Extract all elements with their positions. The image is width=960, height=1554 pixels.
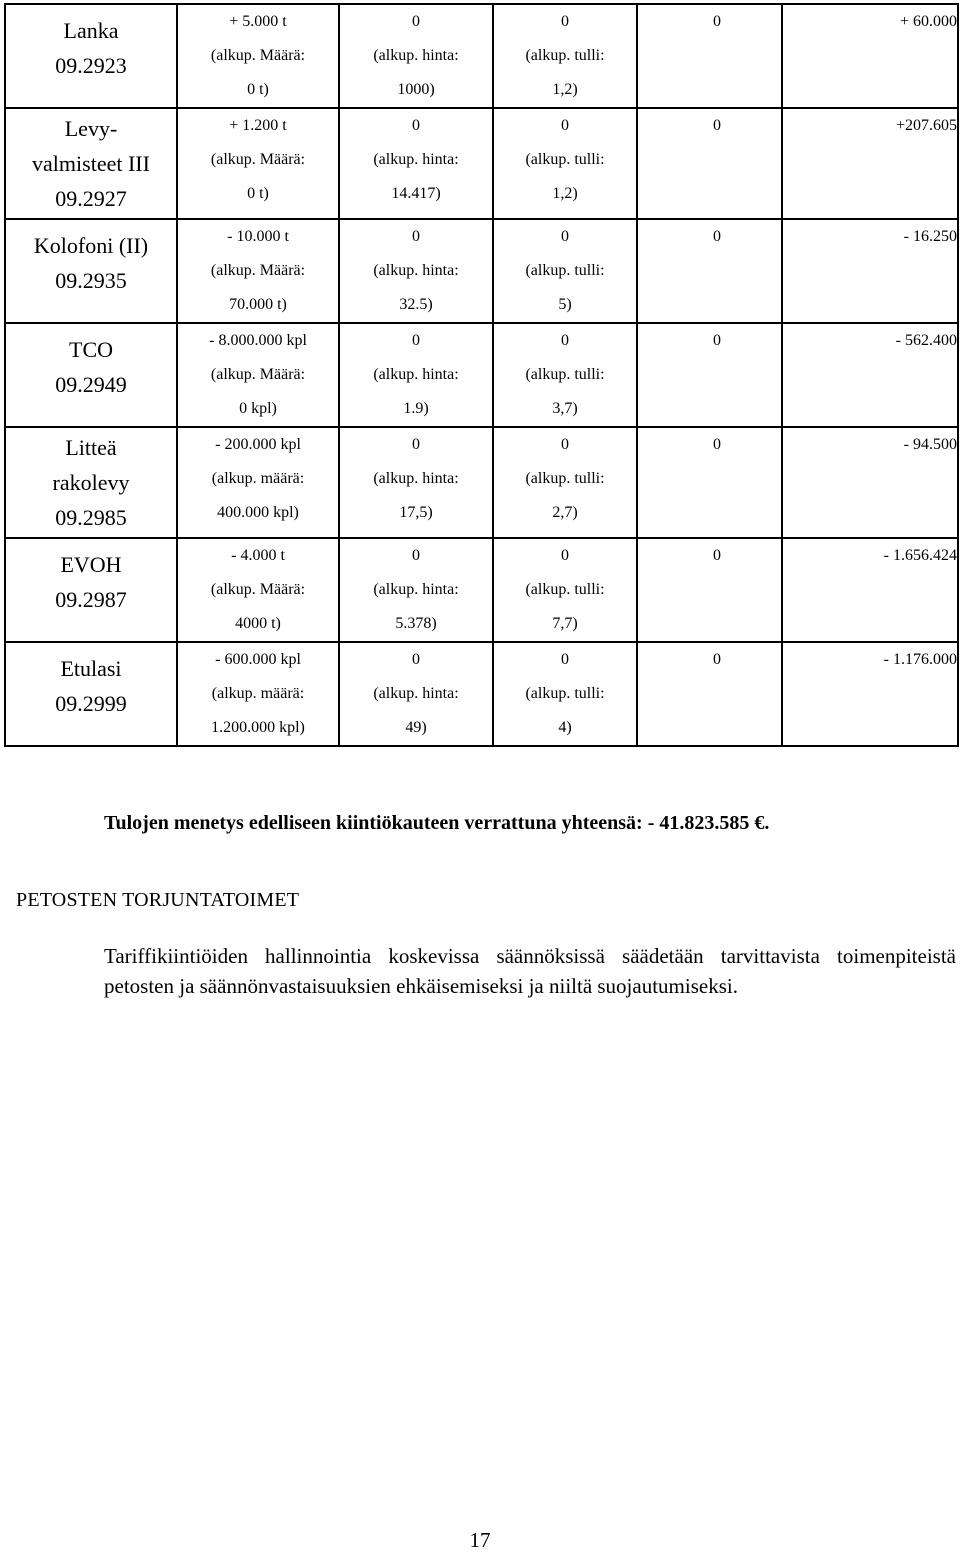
price-line: (alkup. hinta:	[373, 262, 459, 279]
price-line: 1.9)	[403, 400, 429, 417]
price-line: 0	[412, 547, 420, 564]
qty-line: 0 t)	[247, 81, 269, 98]
change-value: + 60.000	[899, 13, 957, 30]
table-row	[5, 219, 958, 323]
col5-value: 0	[713, 228, 721, 245]
duty-line: 0	[561, 13, 569, 30]
qty-line: (alkup. määrä:	[211, 470, 305, 487]
duty-line: 0	[561, 117, 569, 134]
price-line: 0	[412, 436, 420, 453]
duty-line: (alkup. tulli:	[525, 262, 605, 279]
price-line: 0	[412, 13, 420, 30]
qty-line: + 1.200 t	[229, 117, 287, 134]
price-cell	[339, 323, 493, 427]
table-row	[5, 427, 958, 538]
col5-value: 0	[713, 13, 721, 30]
change-value: - 1.656.424	[883, 547, 957, 564]
qty-line: (alkup. Määrä:	[210, 262, 306, 279]
name-line: EVOH	[60, 552, 122, 577]
duty-line: 1,2)	[552, 81, 578, 98]
price-line: 14.417)	[391, 185, 441, 202]
name-line: Etulasi	[60, 656, 122, 681]
page-number: 17	[469, 1528, 491, 1552]
col5-cell	[637, 427, 782, 538]
name-cell	[5, 427, 177, 538]
price-cell	[339, 219, 493, 323]
name-cell	[5, 538, 177, 642]
duty-line: 0	[561, 547, 569, 564]
change-cell	[782, 323, 958, 427]
duty-cell	[493, 108, 637, 219]
price-line: (alkup. hinta:	[373, 685, 459, 702]
price-cell	[339, 108, 493, 219]
col5-value: 0	[713, 117, 721, 134]
duty-line: 5)	[558, 296, 572, 313]
qty-line: + 5.000 t	[229, 13, 287, 30]
quota-table	[4, 3, 959, 747]
price-line: 32.5)	[399, 296, 433, 313]
table-row	[5, 4, 958, 108]
name-line: 09.2949	[55, 372, 127, 397]
qty-cell	[177, 108, 339, 219]
qty-cell	[177, 538, 339, 642]
col5-value: 0	[713, 332, 721, 349]
body-paragraph: Tariffikiintiöiden hallinnointia koskevissa säännöksissä säädetään tarvittavista toimenpiteistä petosten ja säännönvastaisuuksien ehkäisemiseksi ja niiltä suojautumiseksi.	[104, 944, 956, 998]
price-cell	[339, 4, 493, 108]
qty-line: (alkup. Määrä:	[210, 151, 306, 168]
change-cell	[782, 538, 958, 642]
name-line: TCO	[69, 337, 113, 362]
price-line: 0	[412, 117, 420, 134]
price-line: (alkup. hinta:	[373, 366, 459, 383]
name-cell	[5, 323, 177, 427]
col5-cell	[637, 642, 782, 746]
name-line: 09.2923	[55, 53, 127, 78]
section-heading: PETOSTEN TORJUNTATOIMET	[16, 889, 300, 911]
duty-line: 0	[561, 228, 569, 245]
revenue-loss-summary: Tulojen menetys edelliseen kiintiökauteen verrattuna yhteensä: - 41.823.585 €.	[104, 812, 770, 834]
col5-value: 0	[713, 436, 721, 453]
change-value: - 1.176.000	[883, 651, 957, 668]
price-line: 0	[412, 332, 420, 349]
change-cell	[782, 108, 958, 219]
name-line: Levy-	[64, 116, 118, 141]
qty-cell	[177, 4, 339, 108]
name-cell	[5, 108, 177, 219]
duty-cell	[493, 219, 637, 323]
name-line: Kolofoni (II)	[33, 233, 149, 258]
price-line: (alkup. hinta:	[373, 470, 459, 487]
col5-cell	[637, 219, 782, 323]
qty-line: - 600.000 kpl	[215, 651, 301, 668]
qty-line: - 10.000 t	[227, 228, 289, 245]
name-line: 09.2999	[55, 691, 127, 716]
qty-line: 1.200.000 kpl)	[211, 719, 305, 736]
duty-cell	[493, 427, 637, 538]
duty-line: 3,7)	[552, 400, 578, 417]
duty-line: 0	[561, 332, 569, 349]
change-value: - 94.500	[903, 436, 957, 453]
duty-line: (alkup. tulli:	[525, 366, 605, 383]
qty-line: - 8.000.000 kpl	[209, 332, 307, 349]
qty-line: - 4.000 t	[231, 547, 285, 564]
duty-line: 4)	[558, 719, 572, 736]
name-line: Lanka	[63, 18, 119, 43]
duty-line: 1,2)	[552, 185, 578, 202]
qty-line: - 200.000 kpl	[215, 436, 301, 453]
change-value: +207.605	[895, 117, 957, 134]
duty-cell	[493, 642, 637, 746]
name-line: 09.2927	[55, 186, 127, 211]
price-line: 17,5)	[399, 504, 433, 521]
duty-line: (alkup. tulli:	[525, 685, 605, 702]
name-line: 09.2985	[55, 505, 127, 530]
col5-cell	[637, 323, 782, 427]
col5-cell	[637, 4, 782, 108]
duty-cell	[493, 538, 637, 642]
price-line: (alkup. hinta:	[373, 151, 459, 168]
price-line: (alkup. hinta:	[373, 47, 459, 64]
price-cell	[339, 642, 493, 746]
col5-value: 0	[713, 651, 721, 668]
qty-cell	[177, 642, 339, 746]
price-line: 49)	[405, 719, 427, 736]
name-cell	[5, 219, 177, 323]
name-cell	[5, 642, 177, 746]
col5-cell	[637, 108, 782, 219]
change-value: - 16.250	[903, 228, 957, 245]
duty-line: (alkup. tulli:	[525, 581, 605, 598]
qty-line: 70.000 t)	[229, 296, 287, 313]
change-cell	[782, 219, 958, 323]
qty-cell	[177, 219, 339, 323]
duty-line: (alkup. tulli:	[525, 151, 605, 168]
table-row	[5, 323, 958, 427]
price-line: 1000)	[397, 81, 435, 98]
table-row	[5, 642, 958, 746]
quota-table-body	[5, 4, 958, 746]
change-cell	[782, 427, 958, 538]
qty-line: 400.000 kpl)	[217, 504, 299, 521]
qty-line: (alkup. Määrä:	[210, 366, 306, 383]
duty-line: 7,7)	[552, 615, 578, 632]
qty-cell	[177, 323, 339, 427]
price-cell	[339, 427, 493, 538]
price-line: 0	[412, 228, 420, 245]
qty-line: 0 t)	[247, 185, 269, 202]
table-row	[5, 538, 958, 642]
qty-line: 0 kpl)	[239, 400, 277, 417]
name-line: rakolevy	[52, 470, 130, 495]
name-line: 09.2935	[55, 268, 127, 293]
duty-line: 0	[561, 651, 569, 668]
change-cell	[782, 4, 958, 108]
name-line: valmisteet III	[32, 151, 150, 176]
qty-cell	[177, 427, 339, 538]
qty-line: 4000 t)	[235, 615, 281, 632]
duty-cell	[493, 4, 637, 108]
price-line: 5.378)	[395, 615, 437, 632]
change-value: - 562.400	[895, 332, 957, 349]
name-line: Litteä	[65, 435, 117, 460]
name-line: 09.2987	[55, 587, 127, 612]
name-cell	[5, 4, 177, 108]
price-line: 0	[412, 651, 420, 668]
duty-line: (alkup. tulli:	[525, 470, 605, 487]
table-row	[5, 108, 958, 219]
change-cell	[782, 642, 958, 746]
duty-cell	[493, 323, 637, 427]
price-cell	[339, 538, 493, 642]
col5-value: 0	[713, 547, 721, 564]
duty-line: 0	[561, 436, 569, 453]
qty-line: (alkup. Määrä:	[210, 581, 306, 598]
duty-line: (alkup. tulli:	[525, 47, 605, 64]
qty-line: (alkup. Määrä:	[210, 47, 306, 64]
col5-cell	[637, 538, 782, 642]
price-line: (alkup. hinta:	[373, 581, 459, 598]
qty-line: (alkup. määrä:	[211, 685, 305, 702]
duty-line: 2,7)	[552, 504, 578, 521]
